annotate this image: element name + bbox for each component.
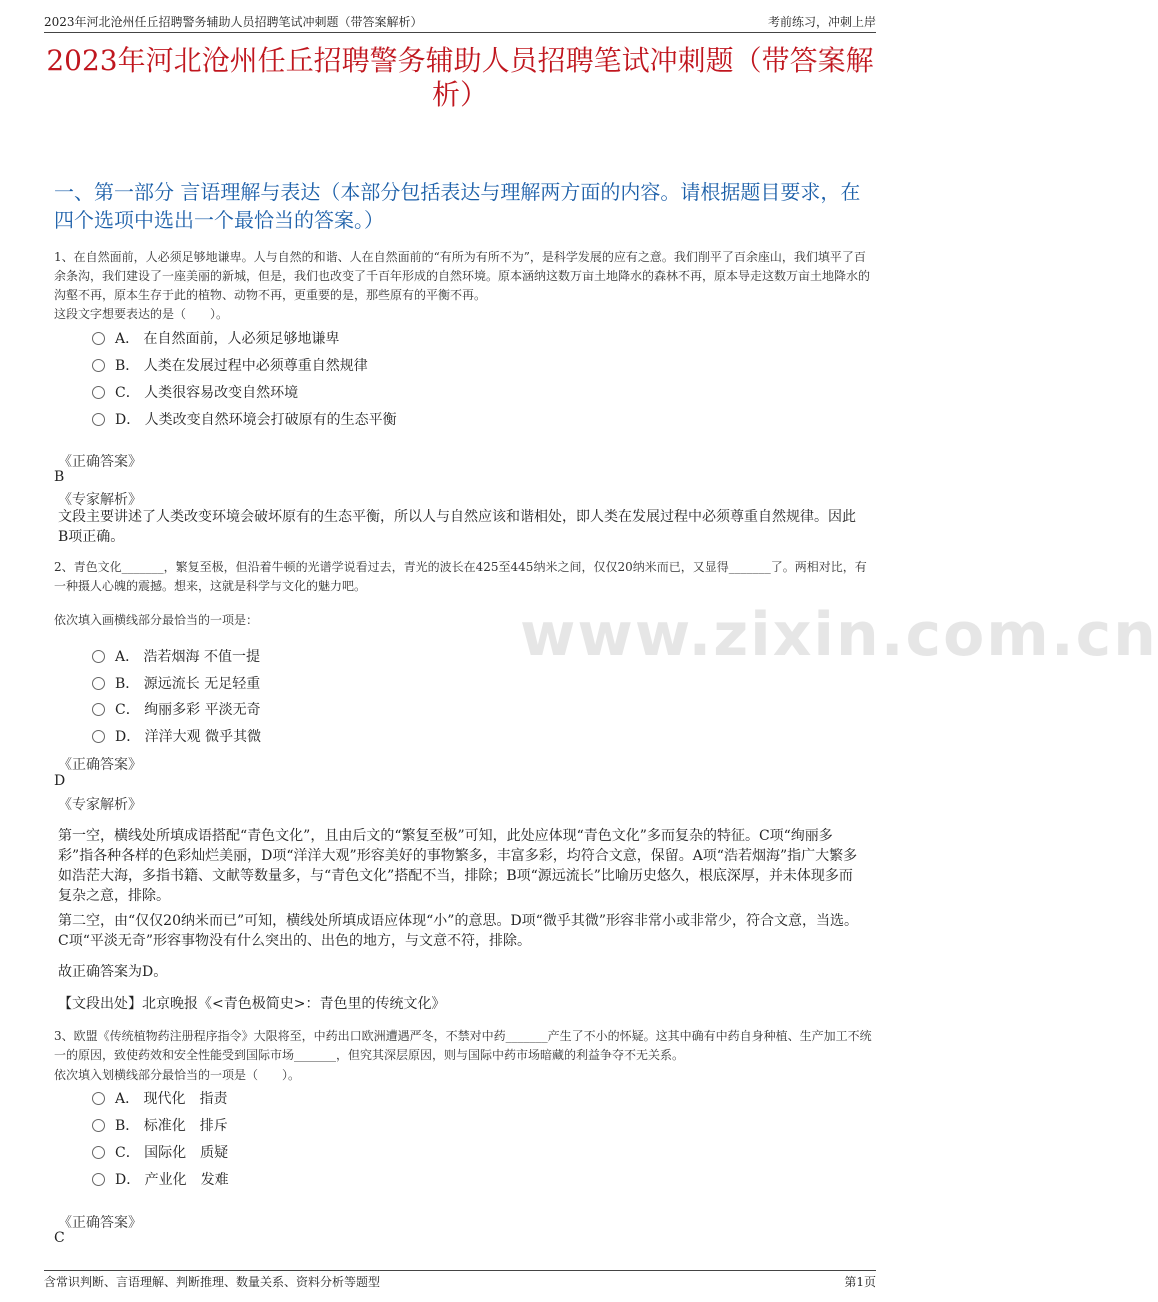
radio-icon[interactable]	[92, 1146, 105, 1159]
radio-icon[interactable]	[92, 332, 105, 345]
radio-icon[interactable]	[92, 359, 105, 372]
radio-icon[interactable]	[92, 1173, 105, 1186]
radio-icon[interactable]	[92, 677, 105, 690]
header-left: 2023年河北沧州任丘招聘警务辅助人员招聘笔试冲刺题（带答案解析）	[44, 15, 423, 29]
q2-explanation-1: 第一空，横线处所填成语搭配“青色文化”，且由后文的“繁复至极”可知，此处应体现“青色文化”多而复杂的特征。C项“绚丽多彩”指各种各样的色彩灿烂美丽，D项“洋洋大观”形容美好的事物繁多，丰富多彩，均符合文意，保留。A项“浩若烟海”指广大繁多如浩茫大海，多指书籍、文献等数量多，与“青色文化”搭配不当，排除；B项“源远流长”比喻历史悠久，根底深厚，并未体现多而复杂之意，排除。	[58, 828, 858, 904]
page-number: 第1页	[844, 1275, 876, 1289]
q2-explanation-2: 第二空，由“仅仅20纳米而已”可知，横线处所填成语应体现“小”的意思。D项“微乎其微”形容非常小或非常少，符合文意，当选。C项“平淡无奇”形容事物没有什么突出的、出色的地方，与文意不符，排除。	[58, 913, 858, 949]
q1-answer: B	[54, 469, 65, 485]
radio-icon[interactable]	[92, 703, 105, 716]
radio-icon[interactable]	[92, 413, 105, 426]
q1-answer-label: 《正确答案》	[58, 454, 142, 470]
q3-option-a[interactable]: A． 现代化 指责	[92, 1088, 228, 1108]
q2-option-a[interactable]: A． 浩若烟海 不值一提	[92, 646, 260, 666]
q3-option-c[interactable]: C． 国际化 质疑	[92, 1142, 228, 1162]
radio-icon[interactable]	[92, 650, 105, 663]
q1-explanation: 文段主要讲述了人类改变环境会破坏原有的生态平衡，所以人与自然应该和谐相处，即人类在发展过程中必须尊重自然规律。因此B项正确。	[58, 509, 856, 545]
watermark: www.zixin.com.cn	[520, 600, 1158, 670]
q1-option-b[interactable]: B． 人类在发展过程中必须尊重自然规律	[92, 355, 368, 375]
radio-icon[interactable]	[92, 1092, 105, 1105]
page-header	[44, 10, 876, 33]
q1-option-d[interactable]: D． 人类改变自然环境会打破原有的生态平衡	[92, 409, 397, 429]
q1-text: 1、在自然面前，人必须足够地谦卑。人与自然的和谐、人在自然面前的“有所为有所不为”，是科学发展的应有之意。我们削平了百余座山，我们填平了百余条沟，我们建设了一座美丽的新城，但是，我们也改变了千百年形成的自然环境。原本涵纳这数万亩土地降水的森林不再，原本导走这数万亩土地降水的沟壑不再，原本生存于此的植物、动物不再，更重要的是，那些原有的平衡不再。	[54, 250, 871, 302]
q2-ask: 依次填入画横线部分最恰当的一项是：	[54, 613, 259, 627]
q3-text: 3、欧盟《传统植物药注册程序指令》大限将至，中药出口欧洲遭遇严冬，不禁对中药_______产生了不小的怀疑。这其中确有中药自身种植、生产加工不统一的原因，致使药效和安全性能受到国际市场_______，但究其深层原因，则与国际中药市场暗藏的利益争夺不无关系。	[54, 1029, 872, 1062]
section-heading: 一、第一部分 言语理解与表达（本部分包括表达与理解两方面的内容。请根据题目要求，在四个选项中选出一个最恰当的答案。）	[54, 180, 861, 232]
q2-option-d[interactable]: D． 洋洋大观 微乎其微	[92, 726, 261, 746]
q1-explanation-label: 《专家解析》	[58, 492, 142, 508]
q3-option-d[interactable]: D． 产业化 发难	[92, 1169, 229, 1189]
document-title: 2023年河北沧州任丘招聘警务辅助人员招聘笔试冲刺题（带答案解析）	[46, 44, 874, 111]
q2-explanation-3: 故正确答案为D。	[58, 964, 168, 980]
header-right: 考前练习，冲刺上岸	[767, 15, 876, 29]
q3-answer: C	[54, 1230, 65, 1246]
q2-text: 2、青色文化_______，繁复至极，但沿着牛顿的光谱学说看过去，青光的波长在425至445纳米之间，仅仅20纳米而已，又显得_______了。两相对比，有一种摄人心魄的震撼。想来，这就是科学与文化的魅力吧。	[54, 560, 867, 593]
q2-answer: D	[54, 773, 66, 789]
page-footer	[44, 1270, 876, 1290]
q2-answer-label: 《正确答案》	[58, 757, 142, 773]
q3-ask: 依次填入划横线部分最恰当的一项是（ ）。	[54, 1068, 301, 1082]
q3-option-b[interactable]: B． 标准化 排斥	[92, 1115, 228, 1135]
q1-ask: 这段文字想要表达的是（ ）。	[54, 307, 229, 321]
radio-icon[interactable]	[92, 1119, 105, 1132]
q2-option-b[interactable]: B． 源远流长 无足轻重	[92, 673, 260, 693]
q3-answer-label: 《正确答案》	[58, 1215, 142, 1231]
q1-option-a[interactable]: A． 在自然面前，人必须足够地谦卑	[92, 328, 340, 348]
footer-left: 含常识判断、言语理解、判断推理、数量关系、资料分析等题型	[44, 1275, 381, 1289]
radio-icon[interactable]	[92, 386, 105, 399]
q2-source: 【文段出处】北京晚报《<青色极简史>：青色里的传统文化》	[58, 996, 446, 1012]
q2-option-c[interactable]: C． 绚丽多彩 平淡无奇	[92, 699, 261, 719]
q1-option-c[interactable]: C． 人类很容易改变自然环境	[92, 382, 298, 402]
q2-explanation-label: 《专家解析》	[58, 797, 142, 813]
radio-icon[interactable]	[92, 730, 105, 743]
